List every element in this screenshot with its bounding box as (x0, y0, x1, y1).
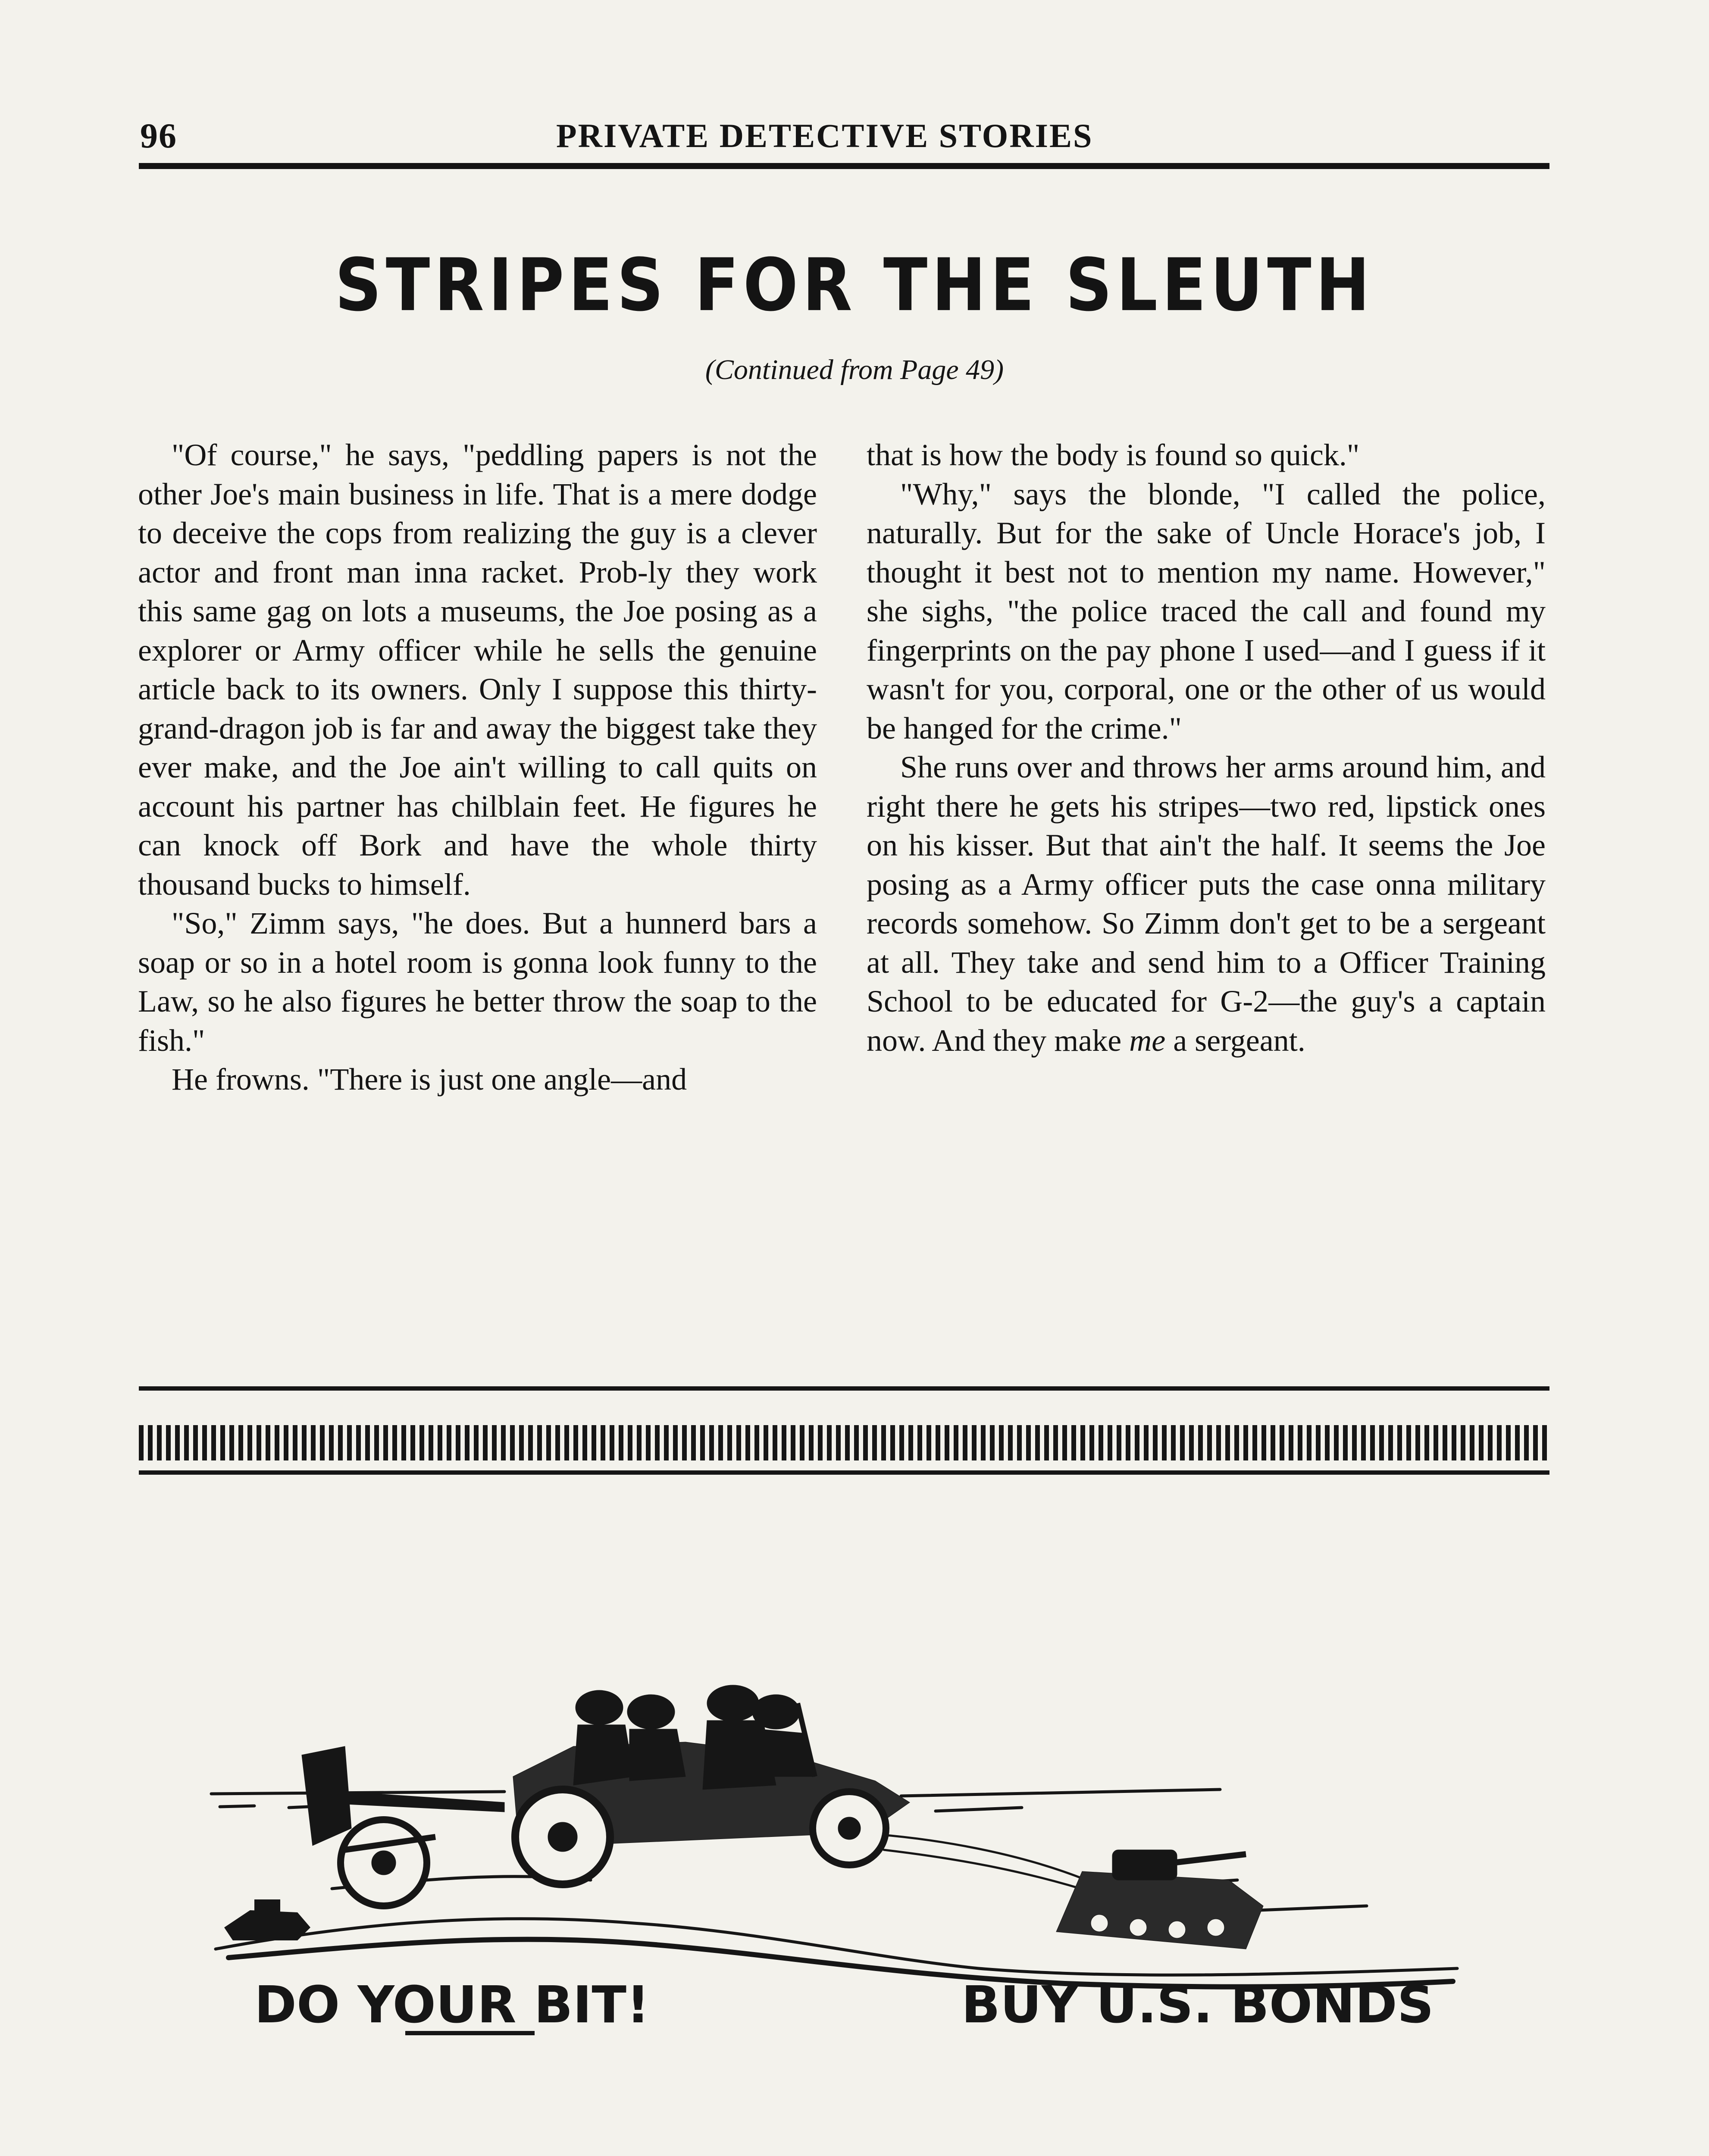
running-title: PRIVATE DETECTIVE STORIES (556, 117, 1093, 154)
emphasis-word: me (1129, 1023, 1166, 1058)
war-bonds-illustration (203, 1647, 1487, 2061)
jeep-icon (513, 1685, 910, 1884)
left-column (138, 436, 817, 1099)
paragraph-tail: a sergeant. (1165, 1023, 1305, 1058)
artillery-gun-icon (302, 1746, 504, 1906)
slogan-right: BUY U.S. BONDS (961, 1975, 1434, 2034)
right-column (867, 436, 1546, 1060)
header-rule (139, 163, 1549, 169)
page-number: 96 (140, 116, 177, 155)
paragraph-text: She runs over and throws her arms around him, and right there he gets his stripes—two red, lipstick ones on his kisser. But that ain't the half. It seems the Joe posing as a Army officer puts the case onna military records somehow. So Zimm don't get to be a sergeant at all. They take and send him to a Officer Training School to be educated for G-2—the guy's a captain now. And they make (867, 750, 1546, 1058)
small-tank-icon (224, 1899, 310, 1940)
tank-icon (1056, 1850, 1263, 1949)
paragraph: "So," Zimm says, "he does. But a hunnerd bars a soap or so in a hotel room is gonna look funny to the Law, so he also figures he better throw the soap to the fish." (138, 906, 817, 1058)
continued-note: (Continued from Page 49) (705, 354, 1004, 385)
ad-border-rule (139, 1386, 1549, 1391)
ad-stripe-band (139, 1425, 1549, 1460)
paragraph: "Of course," he says, "peddling papers is not the other Joe's main business in life. That is a mere dodge to deceive the cops from realizing the guy is a clever actor and front man inna racket. Prob-ly they work this same gag on lots a museums, the Joe posing as a explorer or Army officer while he sells the genuine article back to its owners. Only I suppose this thirty-grand-dragon job is far and away the biggest take they ever make, and the Joe ain't willing to call quits on account his partner has chilblain feet. He figures he can knock off Bork and have the whole thirty thousand bucks to himself. (138, 438, 817, 902)
paragraph: that is how the body is found so quick." (867, 438, 1360, 472)
paragraph: He frowns. "There is just one angle—and (172, 1062, 687, 1097)
ad-border-rule (139, 1470, 1549, 1475)
paragraph (867, 748, 1546, 1060)
slogan-left: DO YOUR BIT! (254, 1975, 650, 2034)
story-title: STRIPES FOR THE SLEUTH (335, 243, 1374, 328)
paragraph: "Why," says the blonde, "I called the police, naturally. But for the sake of Uncle Horace's job, I thought it best not to mention my name. However," she sighs, "the police traced the call and found my fingerprints on the pay phone I used—and I guess if it wasn't for you, corporal, one or the other of us would be hanged for the crime." (867, 476, 1546, 746)
